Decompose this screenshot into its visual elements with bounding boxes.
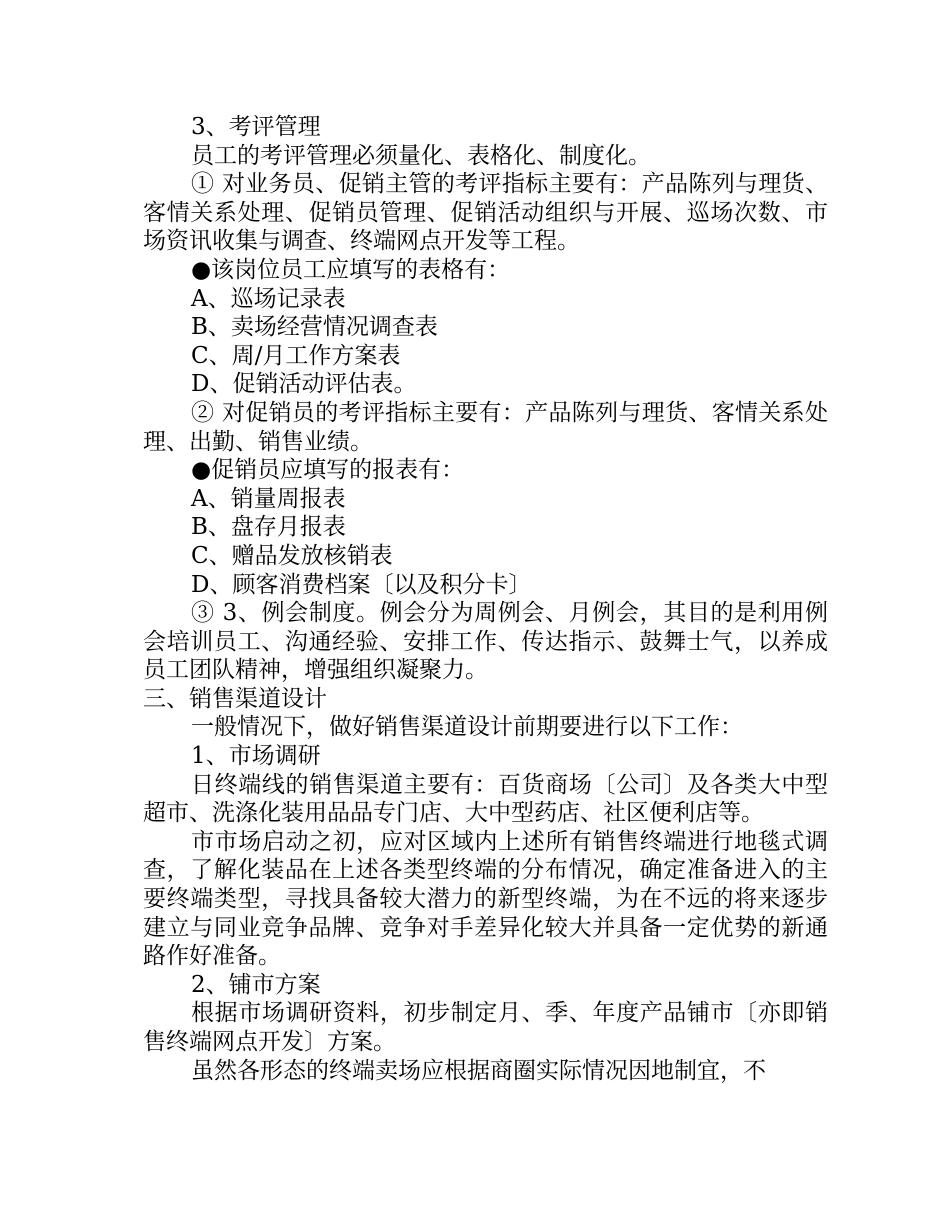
paragraph: A、销量周报表	[191, 485, 346, 512]
paragraph: 1、市场调研	[191, 743, 321, 770]
paragraph: 日终端线的销售渠道主要有：百货商场〔公司〕及各类大中型超市、洗涤化装用品品专门店、大中型药店、社区便利店等。	[143, 771, 828, 827]
paragraph: ② 对促销员的考评指标主要有：产品陈列与理货、客情关系处理、出勤、销售业绩。	[143, 399, 828, 455]
paragraph: ③ 3、例会制度。例会分为周例会、月例会，其目的是利用例会培训员工、沟通经验、安排工作、传达指示、鼓舞士气，以养成员工团队精神，增强组织凝聚力。	[143, 600, 828, 684]
paragraph: ●促销员应填写的报表有：	[191, 457, 465, 484]
document-body	[143, 113, 828, 1085]
paragraph: B、盘存月报表	[191, 514, 346, 541]
paragraph: ●该岗位员工应填写的表格有：	[191, 256, 511, 283]
section-heading: 三、销售渠道设计	[143, 685, 327, 712]
paragraph: C、赠品发放核销表	[191, 542, 393, 569]
paragraph: D、顾客消费档案〔以及积分卡〕	[191, 571, 532, 598]
paragraph: C、周/月工作方案表	[191, 342, 401, 369]
paragraph: 虽然各形态的终端卖场应根据商圈实际情况因地制宜，不	[191, 1057, 766, 1084]
paragraph: 市市场启动之初，应对区域内上述所有销售终端进行地毯式调查，了解化装品在上述各类型终端的分布情况，确定准备进入的主要终端类型，寻找具备较大潜力的新型终端，为在不远的将来逐步建立与同业竞争品牌、竞争对手差异化较大并具备一定优势的新通路作好准备。	[143, 828, 828, 970]
paragraph: D、促销活动评估表。	[191, 371, 417, 398]
paragraph: 3、考评管理	[191, 114, 321, 140]
paragraph: 员工的考评管理必须量化、表格化、制度化。	[191, 142, 651, 169]
paragraph: 2、铺市方案	[191, 971, 321, 998]
paragraph: B、卖场经营情况调查表	[191, 314, 438, 341]
paragraph: 根据市场调研资料，初步制定月、季、年度产品铺市〔亦即销售终端网点开发〕方案。	[143, 1000, 828, 1055]
paragraph: A、巡场记录表	[191, 285, 346, 312]
paragraph: ① 对业务员、促销主管的考评指标主要有：产品陈列与理货、客情关系处理、促销员管理、促销活动组织与开展、巡场次数、市场资讯收集与调查、终端网点开发等工程。	[143, 171, 828, 255]
paragraph: 一般情况下，做好销售渠道设计前期要进行以下工作：	[191, 714, 743, 741]
